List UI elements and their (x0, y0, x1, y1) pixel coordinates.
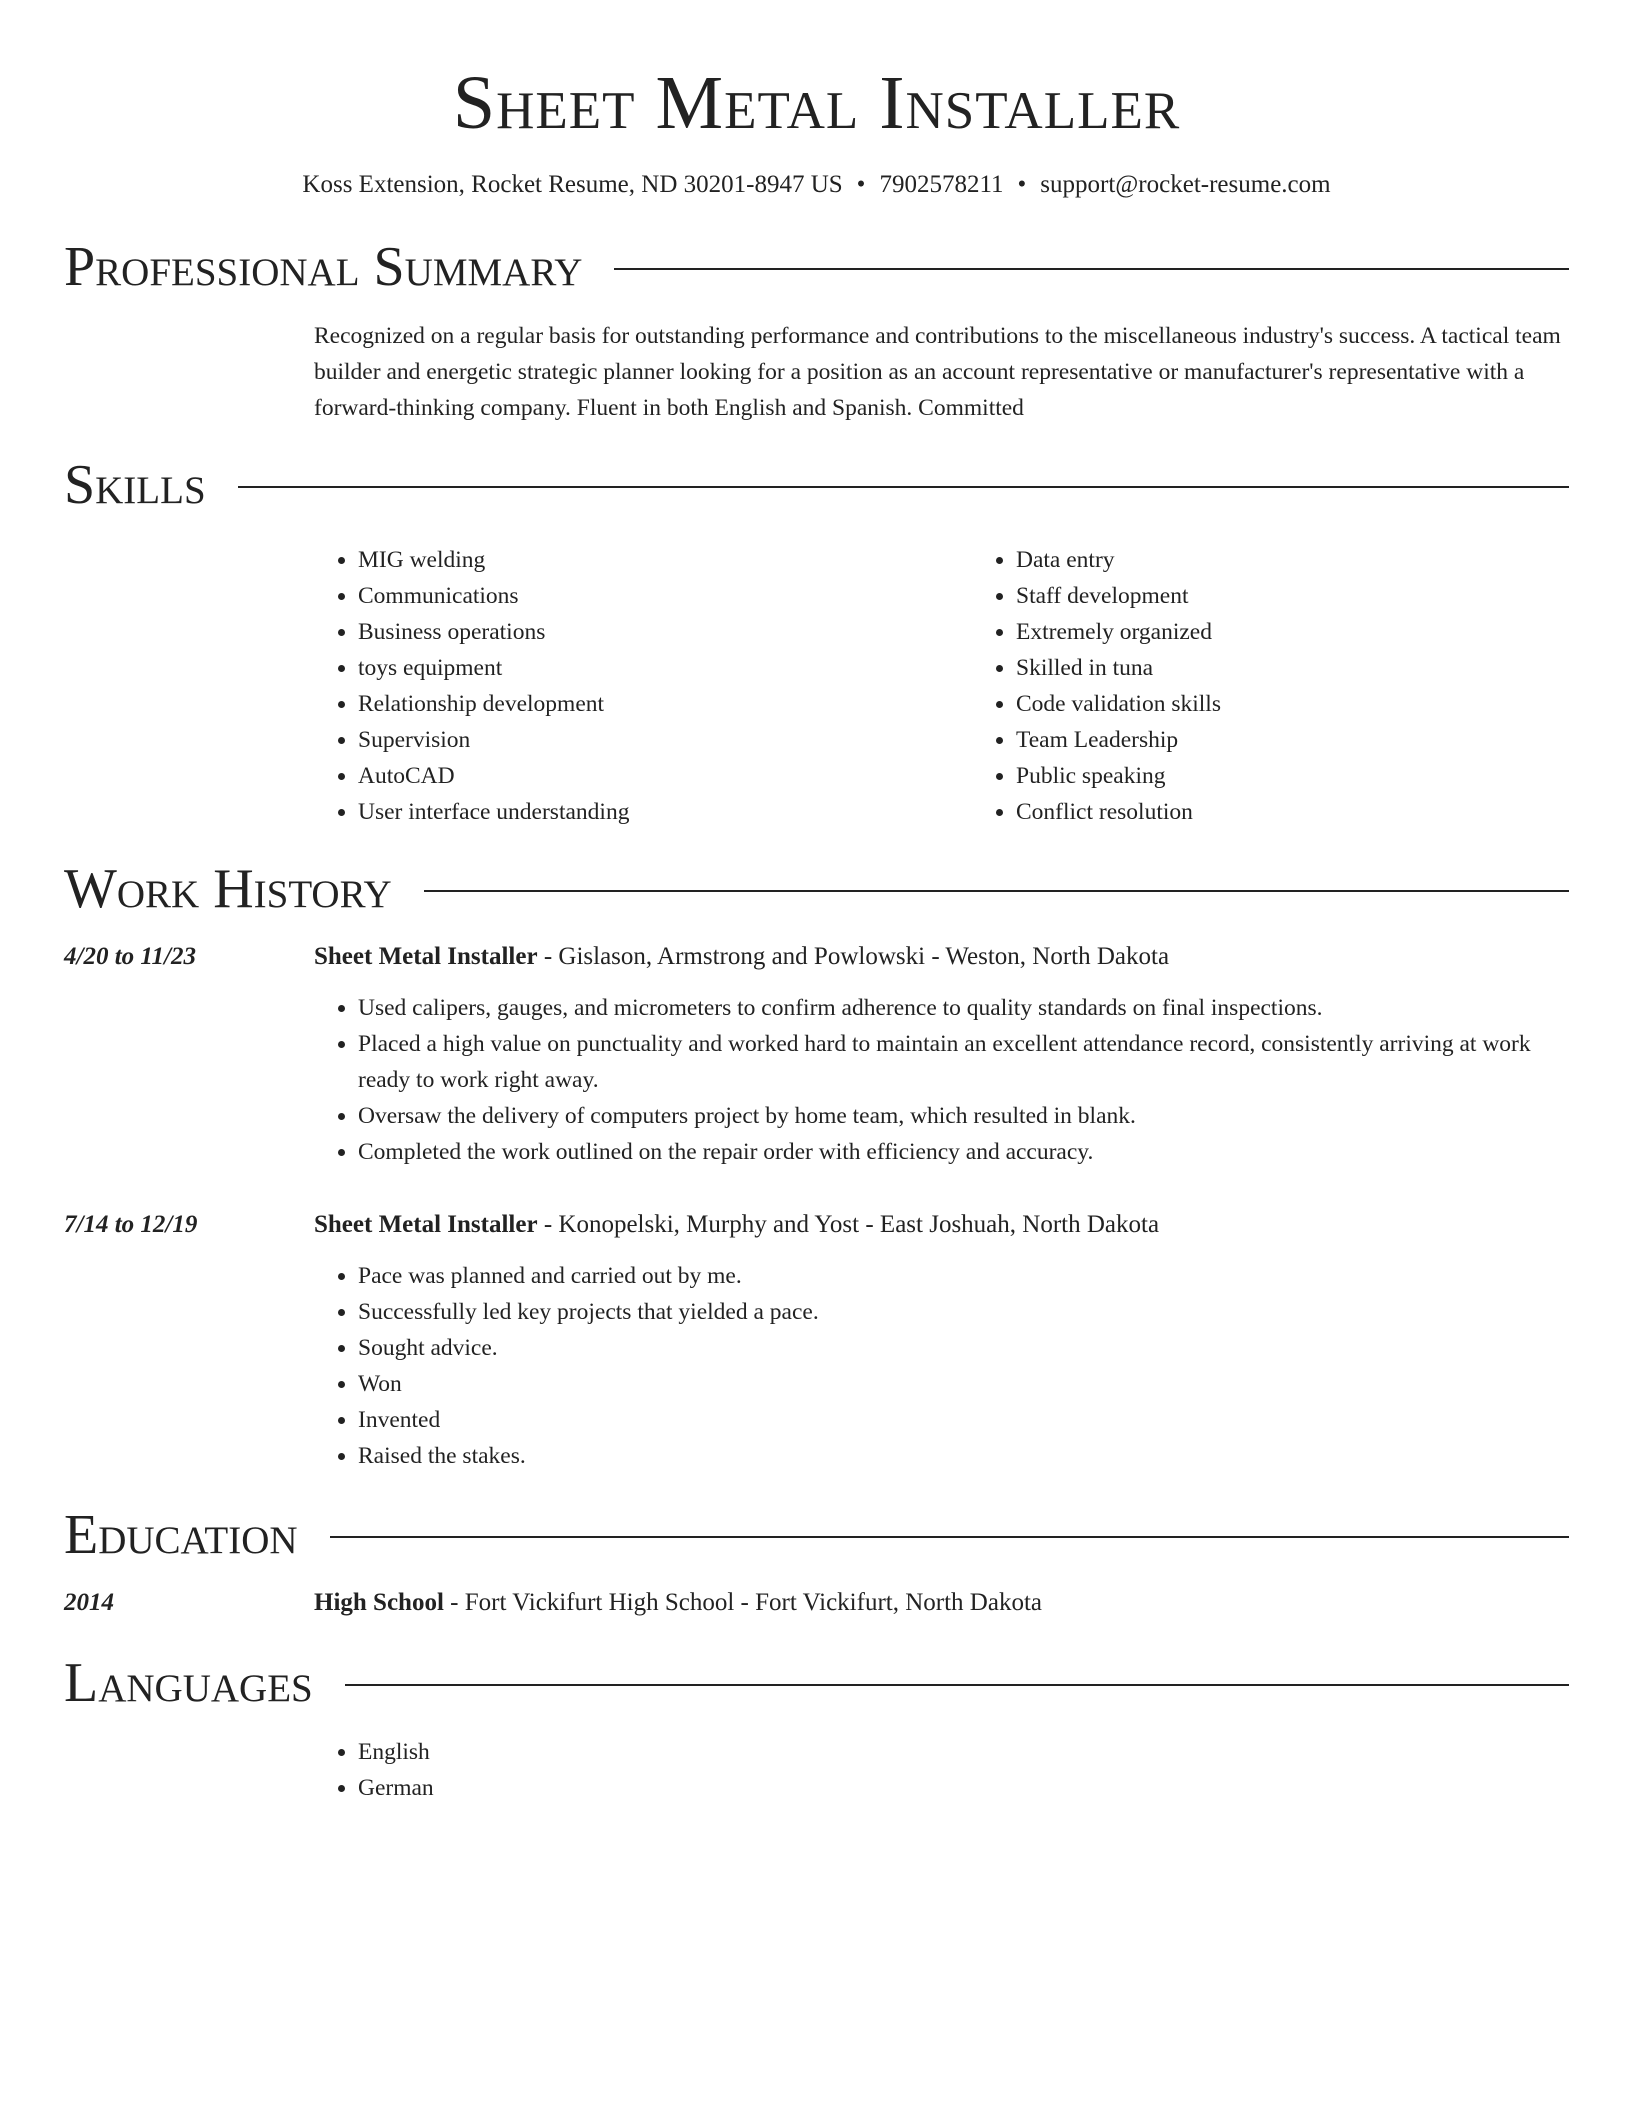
contact-address: Koss Extension, Rocket Resume, ND 30201-8947 US (302, 171, 843, 198)
contact-line (64, 168, 1569, 202)
education-line (314, 1584, 1569, 1622)
section-divider (345, 1684, 1569, 1686)
skill-item: • Skilled in tuna (1016, 650, 1630, 686)
language-item: • English (358, 1734, 1569, 1770)
skill-item: • Data entry (1016, 542, 1630, 578)
job-bullet: • Invented (358, 1402, 1569, 1438)
job-bullet: • Successfully led key projects that yielded a pace. (358, 1294, 1569, 1330)
section-divider (330, 1536, 1569, 1538)
section-divider (424, 890, 1569, 892)
job-bullets (314, 1258, 1569, 1474)
summary-row (64, 318, 1569, 426)
skill-item: • User interface understanding (358, 794, 972, 830)
education-entry (64, 1584, 1569, 1622)
job-role: Sheet Metal Installer (314, 943, 538, 970)
job-bullet: • Pace was planned and carried out by me. (358, 1258, 1569, 1294)
skills-list-left (314, 542, 972, 830)
candidate-name: Sheet Metal Installer (452, 61, 1181, 145)
languages-section-title: Languages (64, 1652, 313, 1714)
language-item: • German (358, 1770, 1569, 1806)
contact-separator: • (1017, 171, 1027, 198)
skill-item: • Business operations (358, 614, 972, 650)
languages-section-header (64, 1650, 1569, 1716)
skill-item: • MIG welding (358, 542, 972, 578)
education-section-title: Education (64, 1504, 298, 1566)
resume-page (64, 0, 1569, 1806)
work-section-header (64, 856, 1569, 922)
contact-separator: • (856, 171, 866, 198)
skills-columns (314, 542, 1630, 830)
skill-item: • Team Leadership (1016, 722, 1630, 758)
skills-section-title: Skills (64, 454, 206, 516)
work-section-title: Work History (64, 858, 392, 920)
skills-list-right (972, 542, 1630, 830)
job-title-line (314, 1206, 1569, 1244)
summary-section-title: Professional Summary (64, 236, 583, 298)
skill-item: • Staff development (1016, 578, 1630, 614)
job-dates: 7/14 to 12/19 (64, 1211, 198, 1238)
contact-phone: 7902578211 (879, 171, 1004, 198)
job-entry (64, 1206, 1569, 1474)
job-bullet: • Oversaw the delivery of computers project by home team, which resulted in blank. (358, 1098, 1569, 1134)
education-section-header (64, 1502, 1569, 1568)
skill-item: • toys equipment (358, 650, 972, 686)
job-bullets (314, 990, 1569, 1170)
skill-item: • Communications (358, 578, 972, 614)
job-bullet: • Used calipers, gauges, and micrometers to confirm adherence to quality standards on final inspections. (358, 990, 1569, 1026)
job-bullet: • Sought advice. (358, 1330, 1569, 1366)
job-role: Sheet Metal Installer (314, 1211, 538, 1238)
job-dates: 4/20 to 11/23 (64, 943, 196, 970)
education-school: - Fort Vickifurt High School - Fort Vickifurt, North Dakota (443, 1589, 1042, 1616)
job-employer: - Konopelski, Murphy and Yost - East Joshuah, North Dakota (537, 1211, 1160, 1238)
education-year: 2014 (64, 1589, 114, 1616)
skills-section-header (64, 452, 1569, 518)
languages-row (64, 1734, 1569, 1806)
job-title-line (314, 938, 1569, 976)
job-bullet: • Placed a high value on punctuality and worked hard to maintain an excellent attendance record, consistently arriving at work ready to work right away. (358, 1026, 1569, 1098)
contact-email: support@rocket-resume.com (1040, 171, 1331, 198)
section-divider (614, 268, 1569, 270)
skill-item: • AutoCAD (358, 758, 972, 794)
skill-item: • Relationship development (358, 686, 972, 722)
skill-item: • Extremely organized (1016, 614, 1630, 650)
skill-item: • Code validation skills (1016, 686, 1630, 722)
job-bullet: • Raised the stakes. (358, 1438, 1569, 1474)
education-degree: High School (314, 1589, 444, 1616)
summary-section-header (64, 234, 1569, 300)
skill-item: • Supervision (358, 722, 972, 758)
summary-text: Recognized on a regular basis for outstanding performance and contributions to the miscellaneous industry's success. A tactical team builder and energetic strategic planner looking for a position as an account representative or manufacturer's representative with a forward-thinking company. Fluent in both English and Spanish. Committed (314, 323, 1561, 421)
skills-row (64, 518, 1569, 830)
job-employer: - Gislason, Armstrong and Powlowski - Weston, North Dakota (537, 943, 1170, 970)
skill-item: • Conflict resolution (1016, 794, 1630, 830)
section-divider (238, 486, 1569, 488)
languages-list (314, 1734, 1569, 1806)
job-bullet: • Won (358, 1366, 1569, 1402)
job-bullet: • Completed the work outlined on the repair order with efficiency and accuracy. (358, 1134, 1569, 1170)
skill-item: • Public speaking (1016, 758, 1630, 794)
job-entry (64, 938, 1569, 1170)
